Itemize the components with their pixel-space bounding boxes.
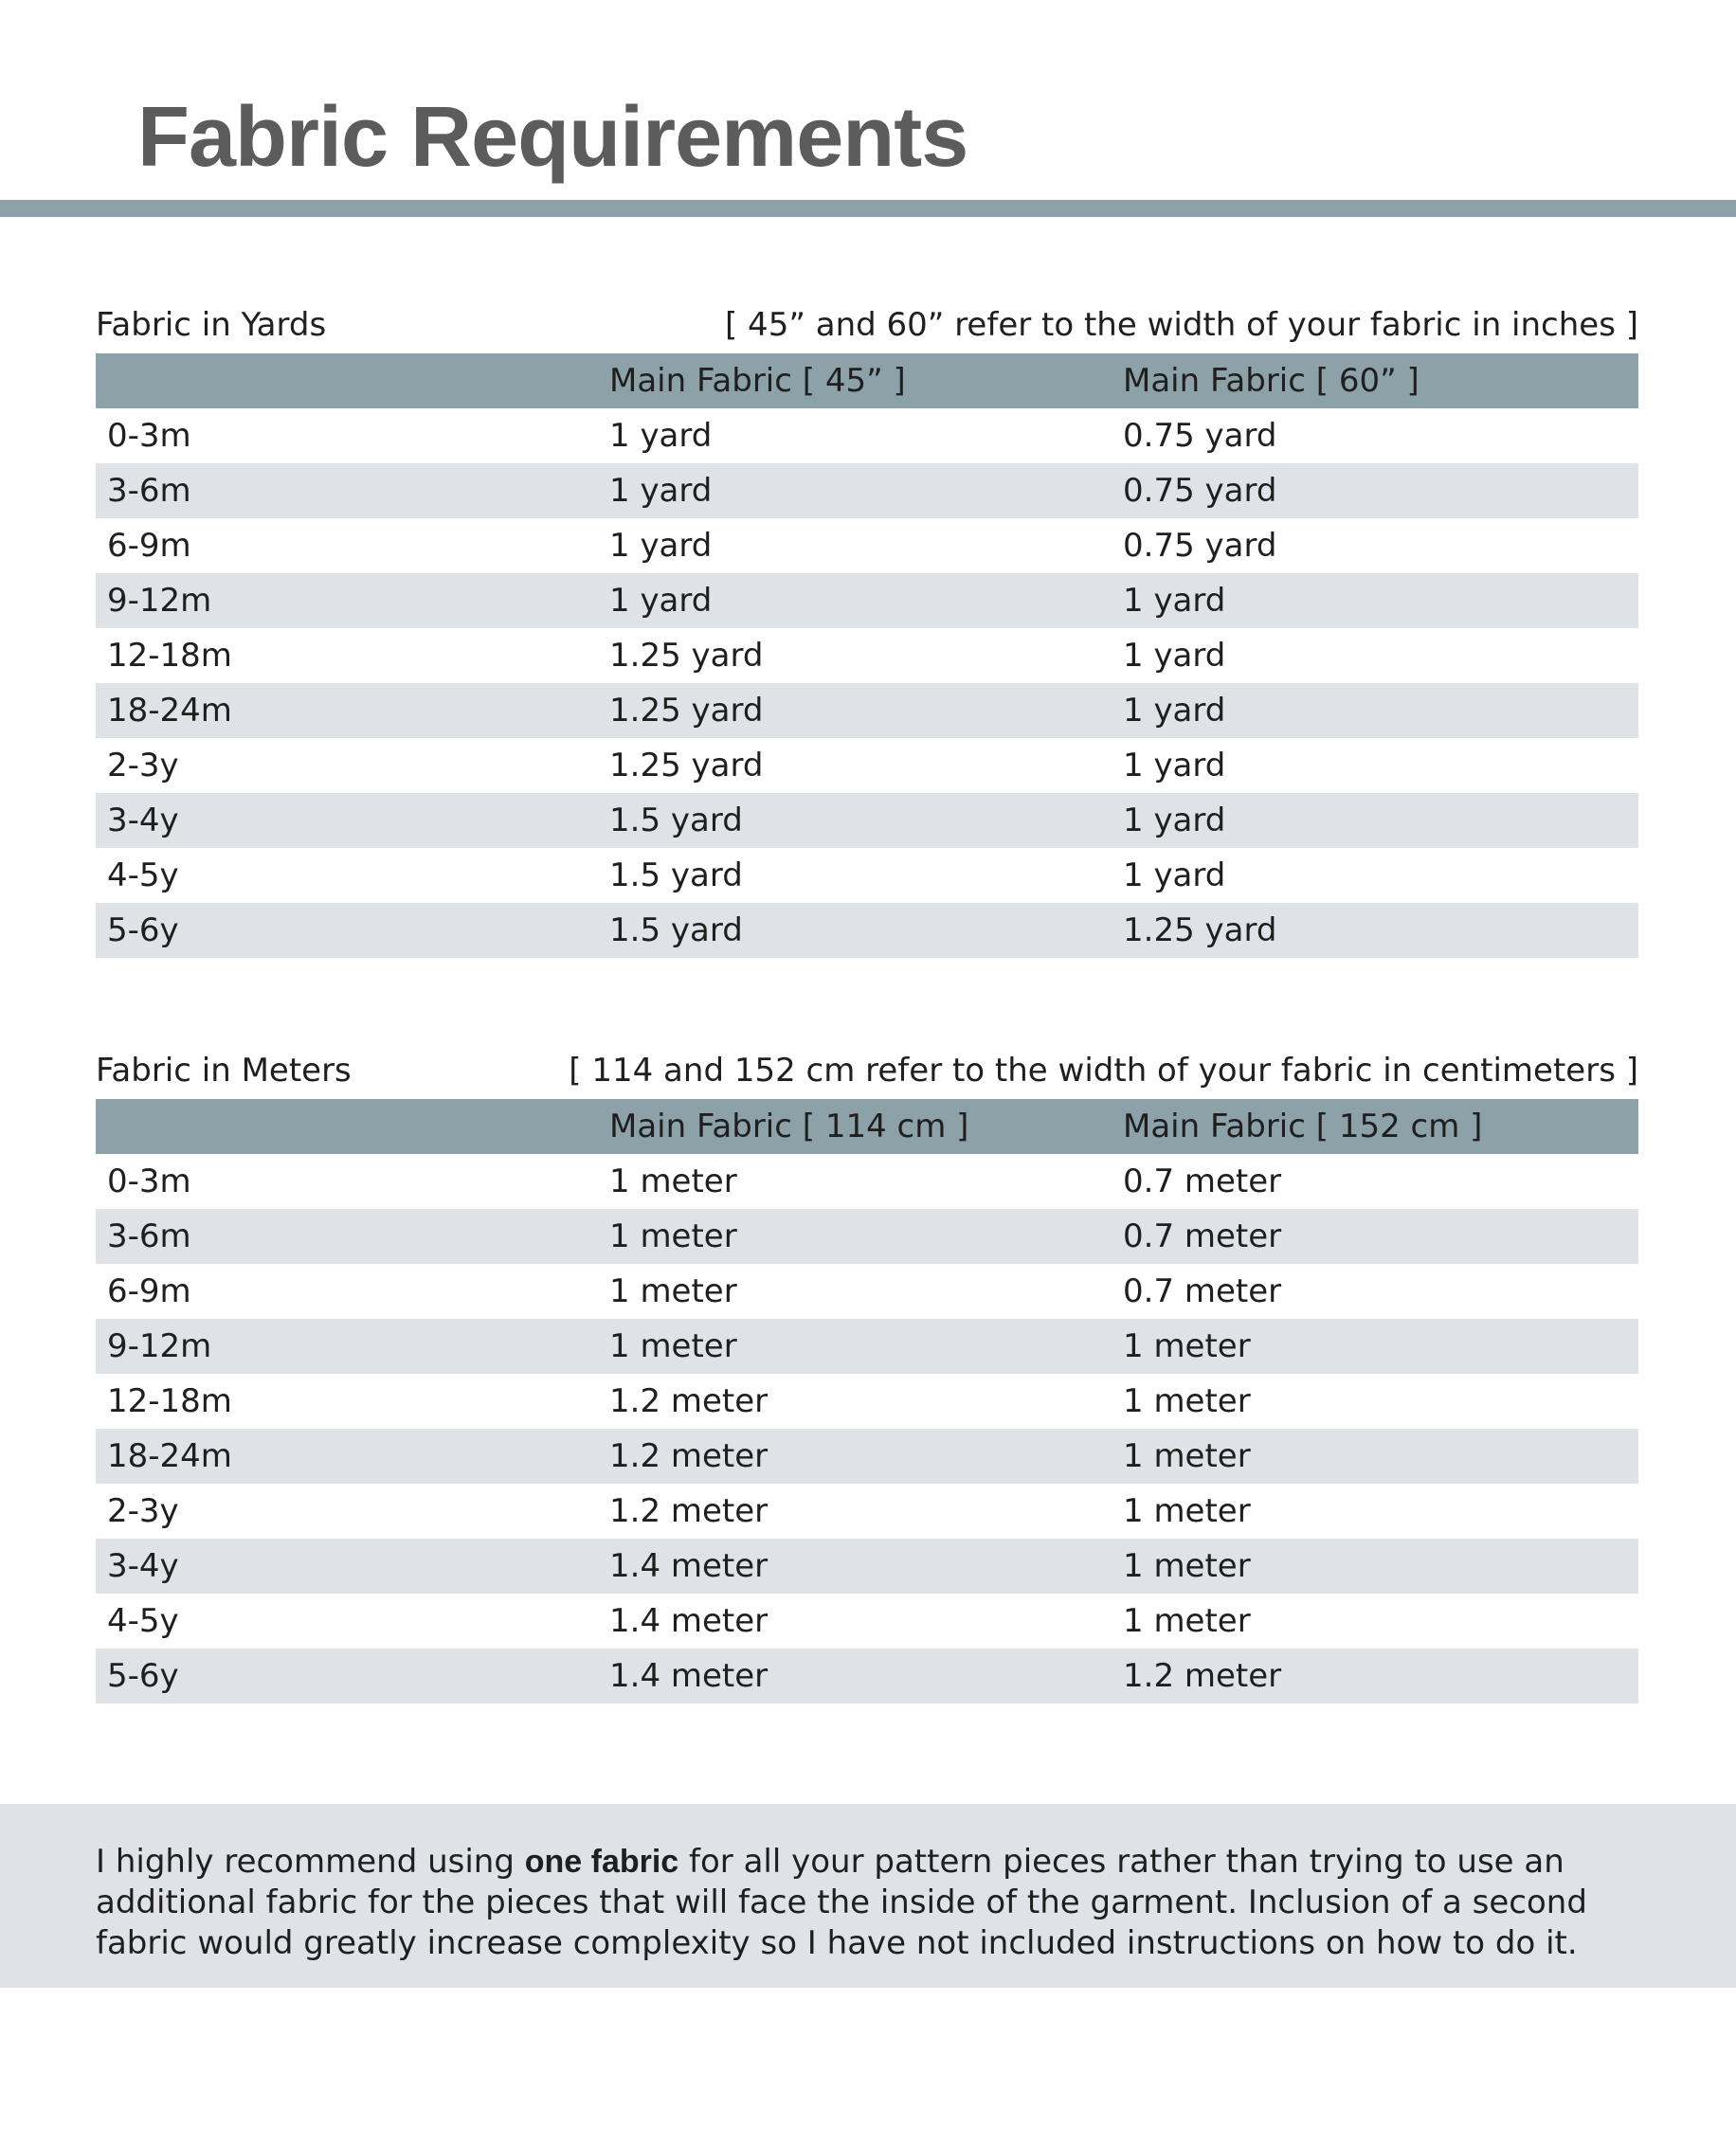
cell-152cm: 0.7 meter (1123, 1217, 1282, 1255)
size-cell: 2-3y (107, 747, 179, 784)
size-cell: 3-6m (107, 1217, 191, 1255)
cell-60in: 1 yard (1123, 802, 1226, 839)
yards-heading: Fabric in Yards (96, 306, 327, 344)
column-header-60in: Main Fabric [ 60” ] (1123, 362, 1420, 400)
cell-60in: 1 yard (1123, 856, 1226, 894)
cell-60in: 1.25 yard (1123, 911, 1277, 949)
table-row (96, 1374, 1638, 1429)
size-cell: 9-12m (107, 1327, 212, 1365)
recommendation-text (96, 1842, 1650, 1964)
table-header-row (96, 1099, 1638, 1154)
recommendation-panel (0, 1804, 1736, 1988)
size-cell: 5-6y (107, 911, 179, 949)
table-row (96, 408, 1638, 463)
cell-45in: 1.25 yard (609, 692, 764, 730)
cell-60in: 1 yard (1123, 692, 1226, 730)
size-cell: 12-18m (107, 637, 232, 675)
size-cell: 2-3y (107, 1492, 179, 1530)
meters-section (96, 1047, 1638, 1703)
cell-45in: 1.25 yard (609, 747, 764, 784)
cell-45in: 1 yard (609, 527, 713, 565)
table-row (96, 518, 1638, 573)
cell-152cm: 1 meter (1123, 1382, 1251, 1420)
size-cell: 0-3m (107, 1163, 191, 1200)
cell-45in: 1.5 yard (609, 911, 743, 949)
cell-152cm: 1 meter (1123, 1492, 1251, 1530)
size-cell: 3-4y (107, 802, 179, 839)
cell-60in: 1 yard (1123, 637, 1226, 675)
meters-width-note: [ 114 and 152 cm refer to the width of your fabric in centimeters ] (569, 1052, 1638, 1090)
cell-152cm: 0.7 meter (1123, 1272, 1282, 1310)
yards-table (96, 353, 1638, 958)
cell-152cm: 1 meter (1123, 1437, 1251, 1475)
size-cell: 0-3m (107, 417, 191, 455)
table-row (96, 1209, 1638, 1264)
table-row (96, 848, 1638, 903)
table-row (96, 683, 1638, 738)
column-header-114cm: Main Fabric [ 114 cm ] (609, 1108, 969, 1145)
size-cell: 3-4y (107, 1547, 179, 1585)
cell-45in: 1 yard (609, 472, 713, 510)
cell-45in: 1 yard (609, 417, 713, 455)
cell-114cm: 1 meter (609, 1327, 737, 1365)
column-header-size (96, 353, 609, 408)
cell-45in: 1.5 yard (609, 856, 743, 894)
cell-45in: 1 yard (609, 582, 713, 620)
table-row (96, 573, 1638, 628)
yards-section (96, 301, 1638, 958)
recommendation-text-end: for all your pattern pieces rather than trying to use an additional fabric for the pieces that will face the inside of the garment. Inclusion of a second fabric would greatly increase complexity so I have not included instructions on how to do it. (96, 1843, 1587, 1962)
cell-114cm: 1.4 meter (609, 1547, 769, 1585)
column-header-45in: Main Fabric [ 45” ] (609, 362, 906, 400)
cell-114cm: 1.4 meter (609, 1657, 769, 1695)
page-title: Fabric Requirements (137, 90, 968, 185)
cell-60in: 0.75 yard (1123, 527, 1277, 565)
cell-45in: 1.25 yard (609, 637, 764, 675)
cell-45in: 1.5 yard (609, 802, 743, 839)
recommendation-text-start: I highly recommend using (96, 1843, 525, 1881)
cell-152cm: 1 meter (1123, 1327, 1251, 1365)
table-row (96, 1154, 1638, 1209)
cell-60in: 0.75 yard (1123, 472, 1277, 510)
table-row (96, 628, 1638, 683)
table-row (96, 1319, 1638, 1374)
table-row (96, 1264, 1638, 1319)
size-cell: 4-5y (107, 856, 179, 894)
cell-114cm: 1 meter (609, 1217, 737, 1255)
table-row (96, 1429, 1638, 1484)
table-row (96, 1594, 1638, 1649)
meters-table (96, 1099, 1638, 1703)
cell-152cm: 1.2 meter (1123, 1657, 1282, 1695)
cell-60in: 1 yard (1123, 747, 1226, 784)
meters-heading: Fabric in Meters (96, 1052, 352, 1090)
size-cell: 5-6y (107, 1657, 179, 1695)
cell-114cm: 1.2 meter (609, 1437, 769, 1475)
cell-114cm: 1.2 meter (609, 1492, 769, 1530)
table-row (96, 463, 1638, 518)
cell-114cm: 1 meter (609, 1272, 737, 1310)
size-cell: 4-5y (107, 1602, 179, 1640)
column-header-152cm: Main Fabric [ 152 cm ] (1123, 1108, 1483, 1145)
size-cell: 6-9m (107, 1272, 191, 1310)
meters-header (96, 1047, 1638, 1094)
size-cell: 9-12m (107, 582, 212, 620)
cell-60in: 0.75 yard (1123, 417, 1277, 455)
table-row (96, 793, 1638, 848)
yards-header (96, 301, 1638, 349)
table-row (96, 1649, 1638, 1703)
size-cell: 18-24m (107, 1437, 232, 1475)
cell-114cm: 1.2 meter (609, 1382, 769, 1420)
table-row (96, 1539, 1638, 1594)
recommendation-emphasis: one fabric (524, 1844, 679, 1880)
column-header-size (96, 1099, 609, 1154)
table-row (96, 1484, 1638, 1539)
size-cell: 6-9m (107, 527, 191, 565)
yards-width-note: [ 45” and 60” refer to the width of your fabric in inches ] (724, 306, 1638, 344)
size-cell: 12-18m (107, 1382, 232, 1420)
cell-60in: 1 yard (1123, 582, 1226, 620)
cell-114cm: 1 meter (609, 1163, 737, 1200)
title-divider (0, 200, 1736, 217)
cell-152cm: 1 meter (1123, 1547, 1251, 1585)
size-cell: 3-6m (107, 472, 191, 510)
cell-152cm: 0.7 meter (1123, 1163, 1282, 1200)
table-row (96, 738, 1638, 793)
cell-152cm: 1 meter (1123, 1602, 1251, 1640)
cell-114cm: 1.4 meter (609, 1602, 769, 1640)
table-header-row (96, 353, 1638, 408)
size-cell: 18-24m (107, 692, 232, 730)
table-row (96, 903, 1638, 958)
